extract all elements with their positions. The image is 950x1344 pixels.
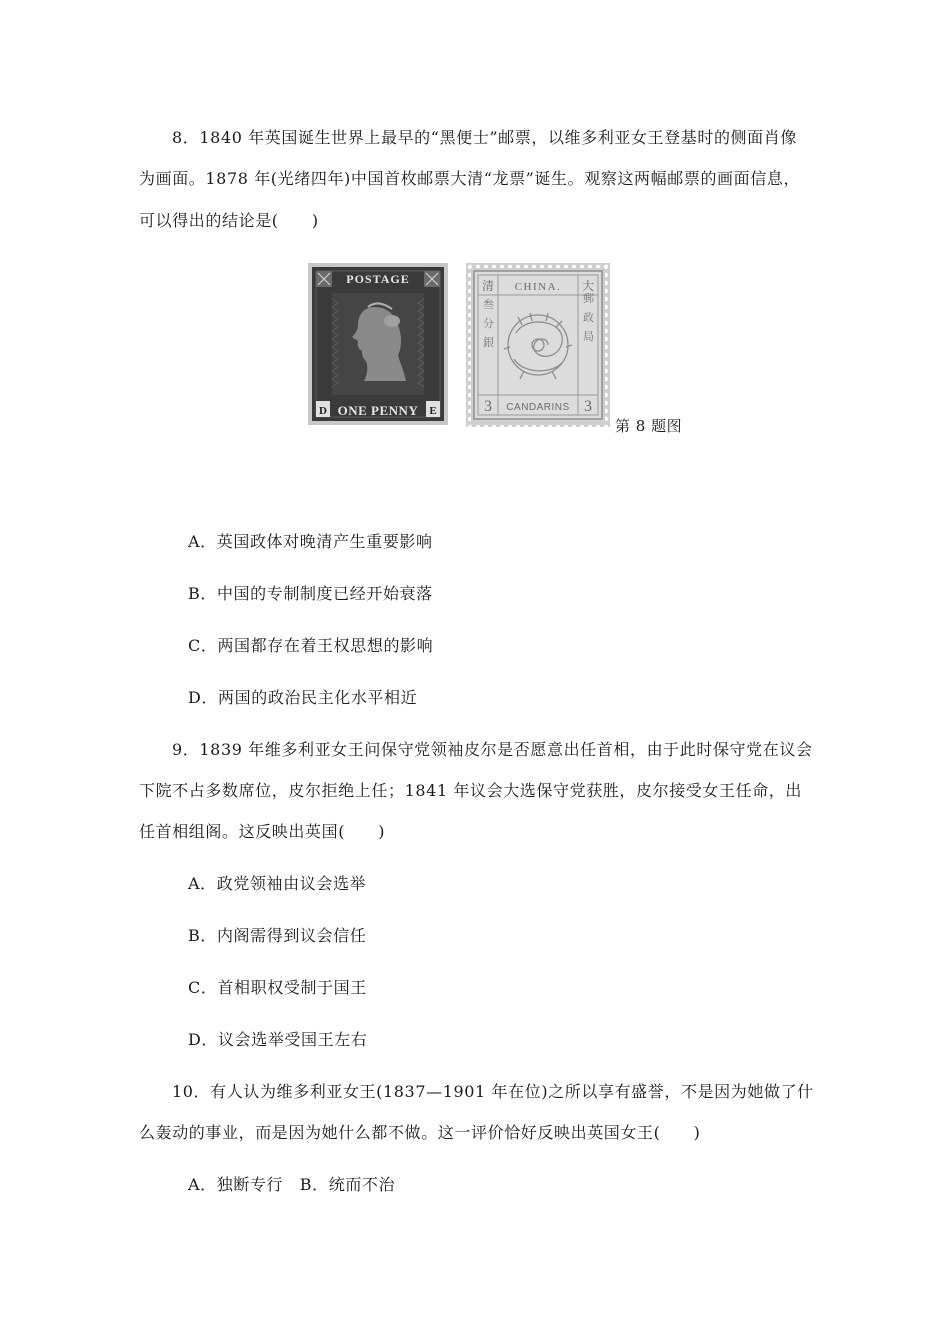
dragon-stamp-right-column: 郵政局 xyxy=(581,292,595,350)
q8-line-3: 可以得出的结论是( ) xyxy=(139,211,319,230)
q10-line-2: 么轰动的事业，而是因为她什么都不做。这一评价恰好反映出英国女王( ) xyxy=(139,1123,701,1142)
penny-black-value-text: ONE PENNY xyxy=(337,403,419,418)
dragon-stamp xyxy=(466,263,610,427)
q8-line-2: 为画面。1878 年(光绪四年)中国首枚邮票大清“龙票”诞生。观察这两幅邮票的画面信息， xyxy=(139,169,801,188)
penny-black-postage-text: POSTAGE xyxy=(346,272,410,286)
dragon-stamp-candarins-text: CANDARINS xyxy=(506,402,570,413)
q8-option-b: B．中国的专制制度已经开始衰落 xyxy=(188,584,433,603)
penny-black-stamp xyxy=(308,263,448,425)
figure-caption: 第 8 题图 xyxy=(615,417,683,435)
dragon-stamp-value-left: 3 xyxy=(484,398,492,415)
q9-line-1: 9．1839 年维多利亚女王问保守党领袖皮尔是否愿意出任首相，由于此时保守党在议会 xyxy=(172,740,813,759)
dragon-stamp-corner-da: 大 xyxy=(581,279,595,293)
dragon-stamp-china-text: CHINA. xyxy=(514,281,562,293)
dragon-stamp-corner-qing: 清 xyxy=(481,279,495,293)
q8-option-d: D．两国的政治民主化水平相近 xyxy=(188,688,418,707)
q9-option-c: C．首相职权受制于国王 xyxy=(188,978,367,997)
q10-line-1: 10．有人认为维多利亚女王(1837—1901 年在位)之所以享有盛誉，不是因为她做了什 xyxy=(172,1082,814,1101)
q9-option-d: D．议会选举受国王左右 xyxy=(188,1030,368,1049)
dragon-stamp-value-right: 3 xyxy=(584,398,592,415)
q8-option-a: A．英国政体对晚清产生重要影响 xyxy=(188,532,433,551)
q9-option-a: A．政党领袖由议会选举 xyxy=(188,874,367,893)
q8-line-1: 8．1840 年英国诞生世界上最早的“黑便士”邮票，以维多利亚女王登基时的侧面肖像 xyxy=(172,128,797,147)
dragon-stamp-left-column: 叁分銀 xyxy=(481,298,495,356)
q9-line-2: 下院不占多数席位，皮尔拒绝上任；1841 年议会大选保守党获胜，皮尔接受女王任命，出 xyxy=(139,781,803,800)
q9-option-b: B．内阁需得到议会信任 xyxy=(188,926,367,945)
q10-option-ab: A．独断专行 B．统而不治 xyxy=(188,1175,396,1194)
q9-line-3: 任首相组阁。这反映出英国( ) xyxy=(139,822,386,841)
penny-black-corner-right: E xyxy=(429,405,437,417)
penny-black-corner-left: D xyxy=(319,405,327,417)
q8-option-c: C．两国都存在着王权思想的影响 xyxy=(188,636,434,655)
